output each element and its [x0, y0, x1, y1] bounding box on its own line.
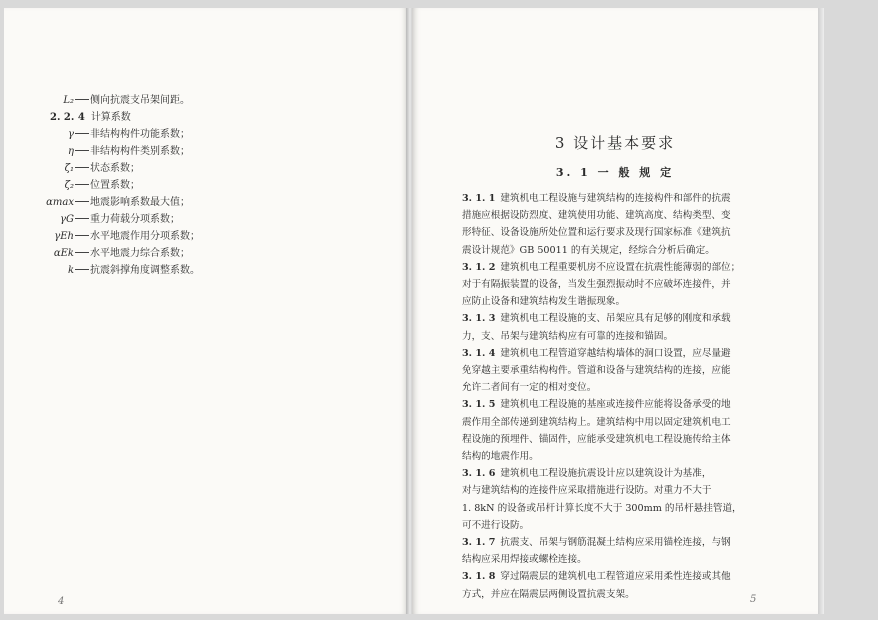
clause-first-line [462, 468, 711, 480]
symbol-definition [4, 197, 190, 209]
subsection-heading [50, 112, 131, 124]
symbol: γG [60, 214, 74, 225]
clause-first-line [462, 193, 731, 205]
clause-line [462, 503, 742, 515]
clause-number: 3. 1. 3 [462, 313, 496, 325]
clause-text: 措施应根据设防烈度、建筑使用功能、建筑高度、结构类型、变 [462, 210, 731, 222]
definition: 状态系数； [90, 163, 140, 174]
clause-first-line [462, 348, 731, 360]
symbol-definition [4, 146, 190, 158]
clause-first-line [462, 262, 740, 274]
clause-text: 建筑机电工程管道穿越结构墙体的洞口设置，应尽量避 [500, 347, 731, 359]
symbol: ζ₂ [64, 180, 74, 191]
clause-line [462, 589, 635, 601]
clause-first-line [462, 537, 731, 549]
clause-number: 3. 1. 5 [462, 399, 496, 411]
clause-text: 形特征、设备设施所处位置和运行要求及现行国家标准《建筑抗 [462, 227, 731, 239]
symbol: γ [68, 129, 74, 140]
clause-text: 应防止设备和建筑结构发生谐振现象。 [462, 296, 626, 308]
clause-text: 建筑机电工程设施抗震设计应以建筑设计为基准， [500, 468, 712, 480]
clause-text: 建筑机电工程设施的基座或连接件应能将设备承受的地 [500, 399, 731, 411]
clause-line [462, 279, 731, 291]
definition: 地震影响系数最大值； [90, 197, 190, 208]
clause-first-line [462, 399, 731, 411]
clause-line [462, 245, 715, 257]
clause-text: 建筑机电工程设施与建筑结构的连接构件和部件的抗震 [500, 193, 731, 204]
definition: 水平地震力综合系数； [90, 248, 190, 259]
clause-line [462, 227, 731, 239]
right-page [412, 8, 818, 614]
symbol: η [68, 146, 74, 157]
clause-line [462, 296, 625, 308]
symbol-definition [4, 129, 190, 141]
clause-text: 震作用全部传递到建筑结构上。建筑结构中用以固定建筑机电工 [462, 416, 731, 428]
clause-line [462, 434, 731, 446]
chapter-title: 3 设计基本要求 [554, 134, 676, 152]
clause-line [462, 520, 529, 532]
section-title: 3. 1 一 般 规 定 [555, 166, 675, 179]
symbol: ζ₁ [64, 163, 74, 174]
symbol: γEh [54, 231, 74, 242]
clause-number: 3. 1. 6 [462, 468, 496, 480]
definition: 非结构构件功能系数； [90, 129, 190, 140]
symbol-definition [4, 214, 180, 226]
symbol: k [67, 265, 74, 276]
symbol-definition [4, 95, 190, 107]
clause-text: 力，支、吊架与建筑结构应有可靠的连接和锚固。 [462, 330, 674, 342]
definition: 水平地震作用分项系数； [90, 231, 200, 242]
clause-first-line [462, 313, 731, 325]
definition: 非结构构件类别系数； [90, 146, 190, 157]
clause-number: 3. 1. 4 [462, 347, 496, 359]
page-edge [818, 8, 824, 614]
clause-line [462, 365, 731, 377]
clause-text: 穿过隔震层的建筑机电工程管道应采用柔性连接或其他 [500, 571, 731, 583]
clause-text: 程设施的预埋件、锚固件，应能承受建筑机电工程设施传给主体 [462, 433, 731, 445]
clause-text: 对于有隔振装置的设备，当发生强烈振动时不应破坏连接件，并 [462, 279, 731, 290]
clause-text: 建筑机电工程重要机房不应设置在抗震性能薄弱的部位； [500, 261, 741, 273]
left-page [4, 8, 408, 614]
clause-line [462, 331, 673, 343]
clause-text: 免穿越主要承重结构构件。管道和设备与建筑结构的连接，应能 [462, 365, 731, 376]
clause-text: 1. 8kN 的设备或吊杆计算长度不大于 300mm 的吊杆悬挂管道， [462, 502, 742, 514]
clause-text: 允许二者间有一定的相对变位。 [462, 382, 597, 394]
page-number: 5 [750, 594, 757, 605]
definition: 重力荷载分项系数； [90, 214, 180, 225]
symbol-definition [4, 248, 190, 260]
clause-line [462, 382, 596, 394]
page-number: 4 [58, 596, 65, 607]
symbol: L₂ [63, 95, 74, 106]
clause-line [462, 485, 711, 497]
clause-text: 可不进行设防。 [462, 519, 530, 531]
definition: 抗震斜撑角度调整系数。 [90, 265, 200, 276]
clause-text: 震设计规范》GB 50011 的有关规定，经综合分析后确定。 [462, 244, 715, 256]
definition: 侧向抗震支吊架间距。 [90, 95, 190, 106]
symbol-definition [4, 163, 140, 175]
symbol: αEk [53, 248, 74, 259]
clause-line [462, 554, 587, 566]
clause-line [462, 417, 731, 429]
symbol-definition [4, 180, 140, 192]
clause-text: 结构的地震作用。 [462, 451, 539, 462]
clause-text: 抗震支、吊架与钢筋混凝土结构应采用锚栓连接，与钢 [500, 537, 731, 548]
clause-number: 3. 1. 7 [462, 537, 496, 548]
clause-number: 3. 1. 1 [462, 193, 496, 204]
clause-number: 3. 1. 2 [462, 261, 496, 273]
clause-text: 方式，并应在隔震层两侧设置抗震支架。 [462, 588, 635, 600]
definition: 位置系数； [90, 180, 140, 191]
subsection-number: 2. 2. 4 [50, 112, 85, 123]
clause-line [462, 451, 539, 463]
clause-text: 建筑机电工程设施的支、吊架应具有足够的刚度和承载 [500, 313, 731, 325]
clause-first-line [462, 571, 731, 583]
symbol: αmax [46, 197, 74, 208]
subsection-title: 计算系数 [90, 112, 131, 123]
symbol-definition [4, 265, 200, 277]
clause-line [462, 210, 731, 222]
symbol-definition [4, 231, 200, 243]
clause-text: 对与建筑结构的连接件应采取措施进行设防。对重力不大于 [462, 485, 712, 497]
clause-number: 3. 1. 8 [462, 571, 496, 583]
clause-text: 结构应采用焊接或螺栓连接。 [462, 554, 587, 566]
